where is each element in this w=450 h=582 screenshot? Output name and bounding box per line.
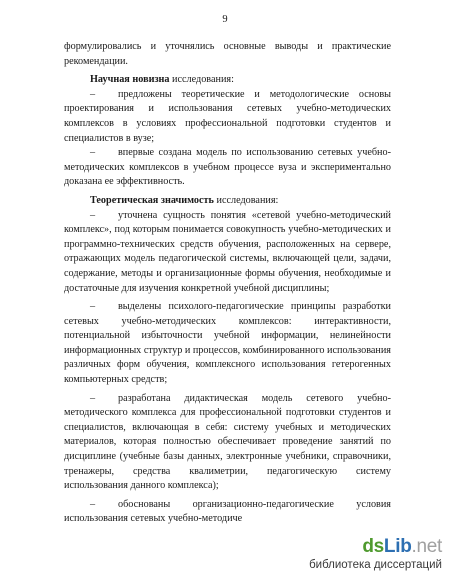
significance-item-text: разработана дидактическая модель сетевого учебно-методического комплекса для профессиональной подготовки студентов и специалистов, включающая в себя: систему учебных и методических материалов, которая полностью обеспечивает проведение занятий по дисциплине (учебные базы данных, электронные учебники, справочники, тренажеры, средства квалиметрии, педагогическую систему использования данного комплекса);	[64, 392, 391, 492]
significance-heading-bold: Теоретическая значимость	[90, 194, 214, 206]
novelty-heading-bold: Научная новизна	[90, 74, 170, 86]
significance-heading	[64, 194, 391, 209]
list-dash: –	[90, 209, 96, 221]
significance-item	[64, 498, 391, 527]
page-number: 9	[222, 14, 228, 25]
list-dash: –	[90, 498, 96, 510]
list-dash: –	[90, 147, 96, 159]
list-dash: –	[90, 88, 96, 100]
novelty-item-text: впервые создана модель по использованию сетевых учебно-методических комплексов в учебном процессе вуза и экспериментально доказана ее эффективность.	[64, 147, 391, 188]
novelty-heading-rest: исследования:	[169, 74, 234, 86]
significance-item-text: выделены психолого-педагогические принципы разработки сетевых учебно-методических комплексов: интерактивности, потенциальной избыточности учебной информации, нелинейности информационных структур и процессов, комбинированного использования различных форм обучения, комплексного использования гетерогенных компьютерных средств;	[64, 301, 391, 386]
list-dash: –	[90, 392, 96, 404]
novelty-item-text: предложены теоретические и методологические основы проектирования и использования сетевых учебно-методических комплексов в условиях профессиональной подготовки студентов и специалистов в вузе;	[64, 88, 391, 144]
significance-item-text: обоснованы организационно-педагогические условия использования сетевых учебно-методиче	[64, 498, 391, 525]
dslib-subtitle: библиотека диссертаций	[309, 559, 442, 571]
list-dash: –	[90, 301, 96, 313]
significance-item-text: уточнена сущность понятия «сетевой учебно-методический комплекс», под которым понимается совокупность учебно-методических и программно-технических средств обучения, расположенных на сервере, отражающих модель педагогической системы, включающей цели, задачи, содержание, методы и организационные формы обучения, необходимые и достаточные для изучения конкретной учебной дисциплины;	[64, 209, 391, 294]
significance-heading-rest: исследования:	[213, 194, 279, 206]
novelty-item	[64, 146, 391, 190]
document-body	[64, 40, 391, 527]
dslib-logo: dsLib.net	[362, 536, 442, 557]
significance-item	[64, 300, 391, 388]
novelty-item	[64, 88, 391, 146]
intro-paragraph: формулировались и уточнялись основные выводы и практические рекомендации.	[64, 41, 391, 67]
significance-item	[64, 209, 391, 297]
significance-item	[64, 392, 391, 494]
dslib-watermark[interactable]	[292, 536, 442, 576]
novelty-heading	[64, 73, 391, 88]
